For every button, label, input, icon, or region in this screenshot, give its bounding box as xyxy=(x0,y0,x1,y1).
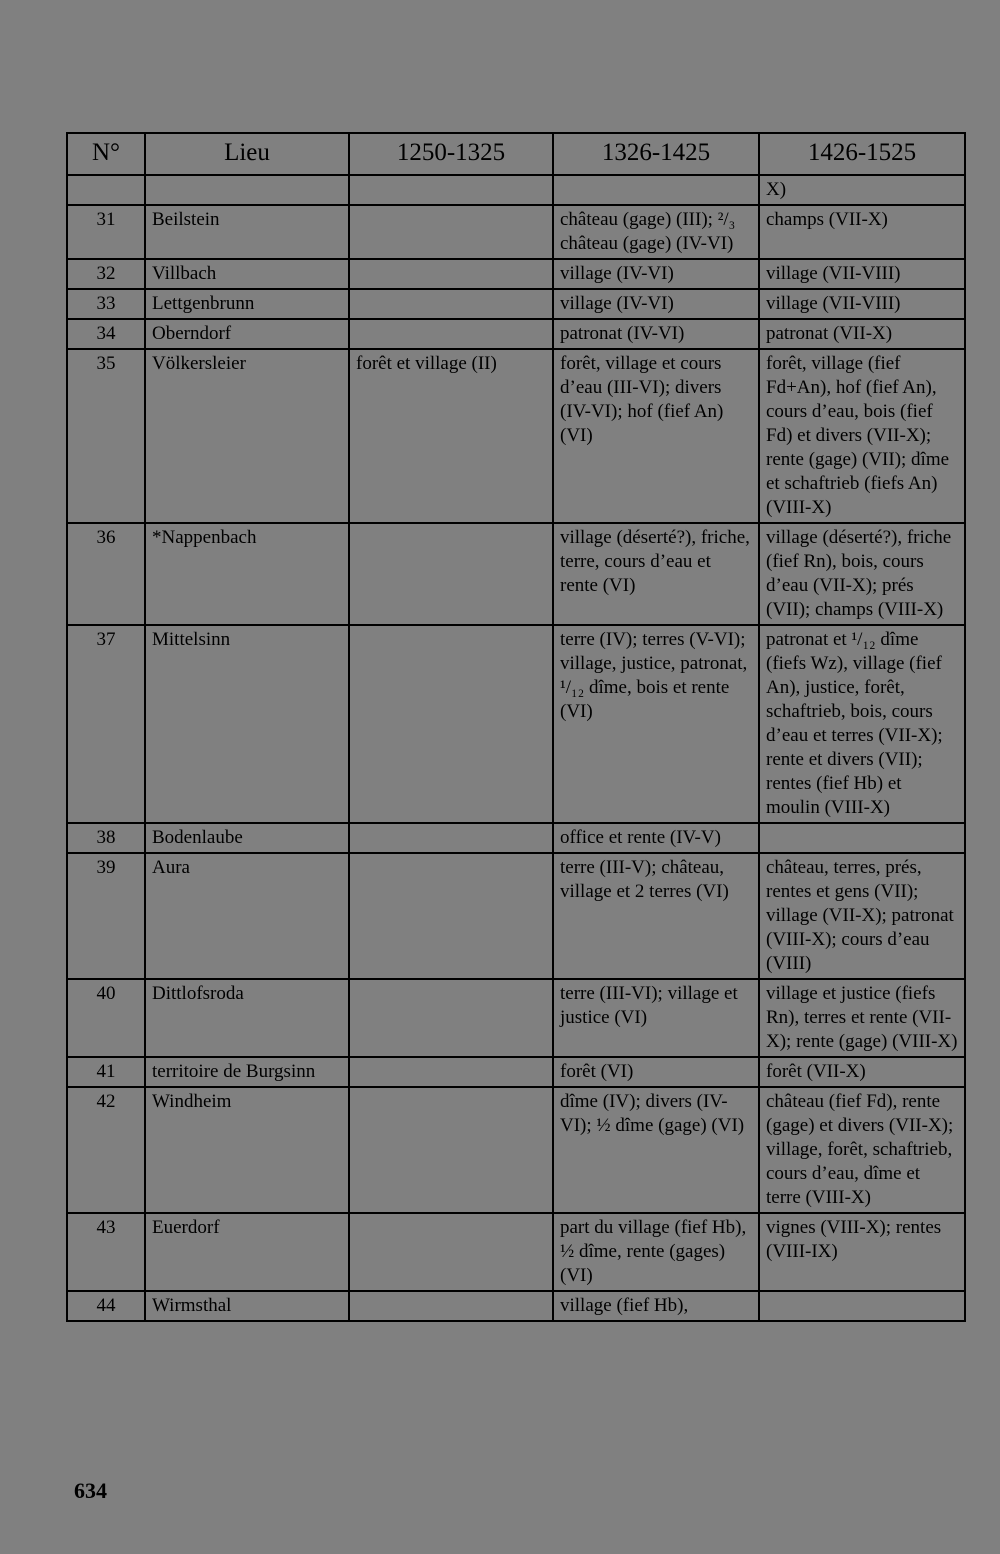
cell-period-3 xyxy=(759,823,965,853)
cell-number: 36 xyxy=(67,523,145,625)
cell-period-1 xyxy=(349,175,553,205)
cell-place: Windheim xyxy=(145,1087,349,1213)
header-place: Lieu xyxy=(145,133,349,175)
cell-number: 33 xyxy=(67,289,145,319)
table-row xyxy=(67,1057,965,1087)
cell-number: 37 xyxy=(67,625,145,823)
table-row xyxy=(67,1087,965,1213)
cell-period-2: terre (IV); terres (V-VI); village, justice, patronat, ¹/₁₂ dîme, bois et rente (VI) xyxy=(553,625,759,823)
cell-period-3: X) xyxy=(759,175,965,205)
cell-period-3: village (VII-VIII) xyxy=(759,289,965,319)
cell-period-1 xyxy=(349,1087,553,1213)
table-row xyxy=(67,319,965,349)
cell-period-2: forêt, village et cours d’eau (III-VI); divers (IV-VI); hof (fief An) (VI) xyxy=(553,349,759,523)
cell-period-2: part du village (fief Hb), ½ dîme, rente (gages) (VI) xyxy=(553,1213,759,1291)
cell-place: Aura xyxy=(145,853,349,979)
cell-period-3: patronat (VII-X) xyxy=(759,319,965,349)
cell-number: 43 xyxy=(67,1213,145,1291)
cell-period-3: village (déserté?), friche (fief Rn), bois, cours d’eau (VII-X); prés (VII); champs (VIII-X) xyxy=(759,523,965,625)
cell-number: 42 xyxy=(67,1087,145,1213)
cell-period-1 xyxy=(349,1291,553,1321)
cell-period-2: office et rente (IV-V) xyxy=(553,823,759,853)
cell-place: Dittlofsroda xyxy=(145,979,349,1057)
cell-period-2: village (IV-VI) xyxy=(553,259,759,289)
cell-period-1 xyxy=(349,289,553,319)
cell-period-2 xyxy=(553,175,759,205)
cell-period-3: patronat et ¹/₁₂ dîme (fiefs Wz), village (fief An), justice, forêt, schaftrieb, bois, cours d’eau et terres (VII-X); rente et divers (VII); rentes (fief Hb) et moulin (VIII-X) xyxy=(759,625,965,823)
cell-period-2: château (gage) (III); ²/₃ château (gage) (IV-VI) xyxy=(553,205,759,259)
cell-period-1: forêt et village (II) xyxy=(349,349,553,523)
cell-number: 31 xyxy=(67,205,145,259)
cell-period-2: dîme (IV); divers (IV-VI); ½ dîme (gage) (VI) xyxy=(553,1087,759,1213)
table-row xyxy=(67,259,965,289)
header-number: N° xyxy=(67,133,145,175)
table-row xyxy=(67,853,965,979)
cell-place: *Nappenbach xyxy=(145,523,349,625)
cell-number: 38 xyxy=(67,823,145,853)
cell-period-2: village (IV-VI) xyxy=(553,289,759,319)
cell-period-1 xyxy=(349,1213,553,1291)
records-table xyxy=(66,132,966,1322)
cell-number: 41 xyxy=(67,1057,145,1087)
cell-period-3: champs (VII-X) xyxy=(759,205,965,259)
cell-period-1 xyxy=(349,319,553,349)
cell-number: 32 xyxy=(67,259,145,289)
page-number: 634 xyxy=(74,1478,107,1503)
cell-period-2: terre (III-V); château, village et 2 terres (VI) xyxy=(553,853,759,979)
cell-period-2: forêt (VI) xyxy=(553,1057,759,1087)
cell-number: 35 xyxy=(67,349,145,523)
table-row xyxy=(67,1213,965,1291)
cell-number: 40 xyxy=(67,979,145,1057)
table-row xyxy=(67,523,965,625)
cell-period-3: château (fief Fd), rente (gage) et divers (VII-X); village, forêt, schaftrieb, cours d’eau, dîme et terre (VIII-X) xyxy=(759,1087,965,1213)
cell-place: Mittelsinn xyxy=(145,625,349,823)
cell-period-2: village (fief Hb), xyxy=(553,1291,759,1321)
cell-period-3: village (VII-VIII) xyxy=(759,259,965,289)
cell-number xyxy=(67,175,145,205)
table-row xyxy=(67,349,965,523)
header-period-1: 1250-1325 xyxy=(349,133,553,175)
table-row xyxy=(67,175,965,205)
cell-period-2: village (déserté?), friche, terre, cours d’eau et rente (VI) xyxy=(553,523,759,625)
header-period-2: 1326-1425 xyxy=(553,133,759,175)
cell-period-1 xyxy=(349,853,553,979)
cell-place: Bodenlaube xyxy=(145,823,349,853)
table-header-row xyxy=(67,133,965,175)
table-row xyxy=(67,1291,965,1321)
cell-period-2: terre (III-VI); village et justice (VI) xyxy=(553,979,759,1057)
cell-period-1 xyxy=(349,625,553,823)
cell-place: Oberndorf xyxy=(145,319,349,349)
cell-place xyxy=(145,175,349,205)
table-row xyxy=(67,289,965,319)
cell-number: 34 xyxy=(67,319,145,349)
table-row xyxy=(67,625,965,823)
cell-period-3: vignes (VIII-X); rentes (VIII-IX) xyxy=(759,1213,965,1291)
cell-place: Euerdorf xyxy=(145,1213,349,1291)
table-row xyxy=(67,205,965,259)
cell-period-1 xyxy=(349,823,553,853)
header-period-3: 1426-1525 xyxy=(759,133,965,175)
cell-period-1 xyxy=(349,1057,553,1087)
cell-period-1 xyxy=(349,259,553,289)
cell-number: 44 xyxy=(67,1291,145,1321)
cell-period-3: village et justice (fiefs Rn), terres et rente (VII-X); rente (gage) (VIII-X) xyxy=(759,979,965,1057)
cell-period-1 xyxy=(349,205,553,259)
cell-period-1 xyxy=(349,979,553,1057)
cell-place: Lettgenbrunn xyxy=(145,289,349,319)
cell-period-1 xyxy=(349,523,553,625)
cell-period-3 xyxy=(759,1291,965,1321)
cell-place: Villbach xyxy=(145,259,349,289)
cell-period-3: château, terres, prés, rentes et gens (VII); village (VII-X); patronat (VIII-X); cours d’eau (VIII) xyxy=(759,853,965,979)
table-row xyxy=(67,823,965,853)
table-row xyxy=(67,979,965,1057)
cell-place: Wirmsthal xyxy=(145,1291,349,1321)
cell-number: 39 xyxy=(67,853,145,979)
cell-place: Völkersleier xyxy=(145,349,349,523)
cell-period-3: forêt (VII-X) xyxy=(759,1057,965,1087)
cell-period-2: patronat (IV-VI) xyxy=(553,319,759,349)
cell-place: Beilstein xyxy=(145,205,349,259)
cell-period-3: forêt, village (fief Fd+An), hof (fief An), cours d’eau, bois (fief Fd) et divers (VII-X); rente (gage) (VII); dîme et schaftrieb (fiefs An) (VIII-X) xyxy=(759,349,965,523)
cell-place: territoire de Burgsinn xyxy=(145,1057,349,1087)
